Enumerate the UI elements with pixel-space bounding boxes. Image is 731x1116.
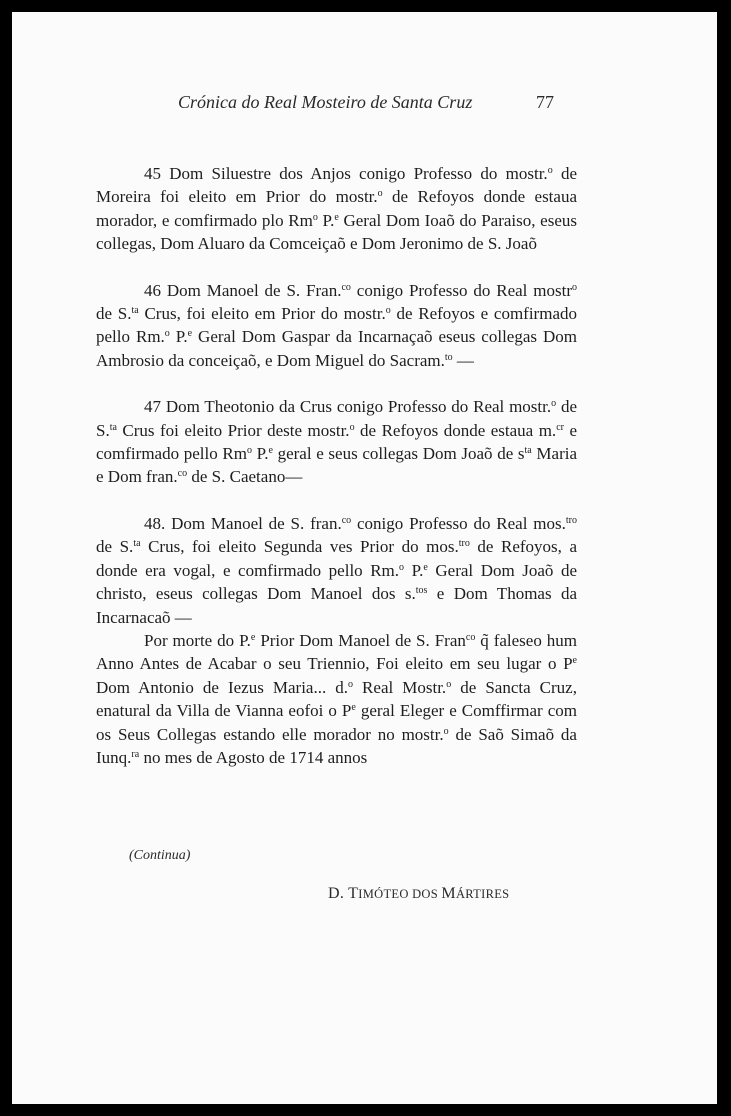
signature-initial: M [441,885,456,902]
entry-paragraph: 45 Dom Siluestre dos Anjos conigo Professo do mostr.$^o$ de Moreira foi eleito em Prior do mostr.$^o$ de Refoyos donde estaua morador, e comfirmado plo Rm$^o$ P.$^e$ Geral Dom Ioaõ do Paraiso, eseus collegas, Dom Aluaro da Comceiçaõ e Dom Jeronimo de S. Joaõ [96,164,577,254]
superscript-abbrev: e [250,631,256,643]
superscript-abbrev: co [177,468,188,480]
superscript-abbrev: o [551,398,557,410]
superscript-abbrev: co [341,514,352,526]
superscript-abbrev: o [399,561,405,573]
superscript-abbrev: ra [131,748,140,760]
superscript-abbrev: o [443,725,449,737]
page-number: 77 [536,92,554,112]
superscript-abbrev: o [312,211,318,223]
superscript-abbrev: e [268,445,273,457]
superscript-abbrev: to [444,351,453,363]
superscript-abbrev: ta [524,445,532,457]
superscript-abbrev: tro [565,514,577,526]
superscript-abbrev: e [351,702,356,714]
entry-paragraph: 48. Dom Manoel de S. fran.$^{co}$ conigo Professo do Real mos.$^{tro}$ de S.$^{ta}$ Crus, foi eleito Segunda ves Prior do mos.$^{tro}$ de Refoyos, a donde era vogal, e comfirmado pello Rm.$^o$ P.$^e$ Geral Dom Joaõ de christo, eseus collegas Dom Manoel dos s.$^{tos}$ e Dom Thomas da Incarnacaõ — [96,513,577,627]
entry [96,279,577,373]
superscript-abbrev: ta [133,538,141,550]
signature-name-part: ÁRTIRES [455,887,510,901]
superscript-abbrev: e [423,561,428,573]
superscript-abbrev: o [547,165,553,176]
superscript-abbrev: o [164,328,170,340]
entry [96,512,577,629]
entry [96,395,577,489]
superscript-abbrev: o [446,678,452,690]
entry-paragraph: 46 Dom Manoel de S. Fran.$^{co}$ conigo Professo do Real mostr$^o$ de S.$^{ta}$ Crus, foi eleito em Prior do mostr.$^o$ de Refoyos e comfirmado pello Rm.$^o$ P.$^e$ Geral Dom Gaspar da Incarnaçaõ eseus collegas Dom Ambrosio da conceiçaõ, e Dom Miguel do Sacram.$^{to}$ — [96,280,577,370]
header-title: Crónica do Real Mosteiro de Santa Cruz [178,92,473,112]
superscript-abbrev: o [572,281,577,293]
superscript-abbrev: ta [131,305,139,317]
continua-note: (Continua) [129,848,191,863]
author-signature [328,885,509,903]
superscript-abbrev: o [246,445,252,457]
superscript-abbrev: tos [415,585,428,597]
closing-paragraph: Por morte do P.$^e$ Prior Dom Manoel de S. Fran$^{co}$ q̃ faleseo hum Anno Antes de Acabar o seu Triennio, Foi eleito em seu lugar o $P^e$ Dom Antonio de Iezus Maria... d.$^o$ Real Mostr.$^o$ de Sancta Cruz, enatural da Villa de Vianna eofoi o $P^e$ geral Eleger e Comffirmar com os Seus Collegas estando elle morador no mostr.$^o$ de Saõ Simaõ da Iunq.$^{ra}$ no mes de Agosto de 1714 annos [96,630,578,767]
superscript-abbrev: e [187,328,193,340]
entry [96,162,577,256]
superscript-abbrev: ta [109,421,117,433]
signature-name-part: IMÓTEO DOS [358,887,442,901]
superscript-abbrev: cr [556,421,564,433]
superscript-abbrev: e [572,655,577,667]
superscript-abbrev: o [349,421,355,433]
superscript-abbrev: o [377,188,383,200]
running-header [12,92,717,116]
superscript-abbrev: o [385,305,391,317]
superscript-abbrev: tro [458,538,470,550]
page-body [96,162,577,769]
book-page [12,12,717,1104]
superscript-abbrev: e [334,211,339,223]
superscript-abbrev: co [341,281,351,293]
superscript-abbrev: co [465,631,476,643]
signature-initial: D. T [328,885,359,902]
entry-paragraph: 47 Dom Theotonio da Crus conigo Professo do Real mostr.$^o$ de S.$^{ta}$ Crus foi eleito Prior deste mostr.$^o$ de Refoyos donde estaua m.$^{cr}$ e comfirmado pello Rm$^o$ P.$^e$ geral e seus collegas Dom Joaõ de $s^{ta}$ Maria e Dom fran.$^{co}$ de S. Caetano— [96,397,578,487]
superscript-abbrev: o [348,678,354,690]
